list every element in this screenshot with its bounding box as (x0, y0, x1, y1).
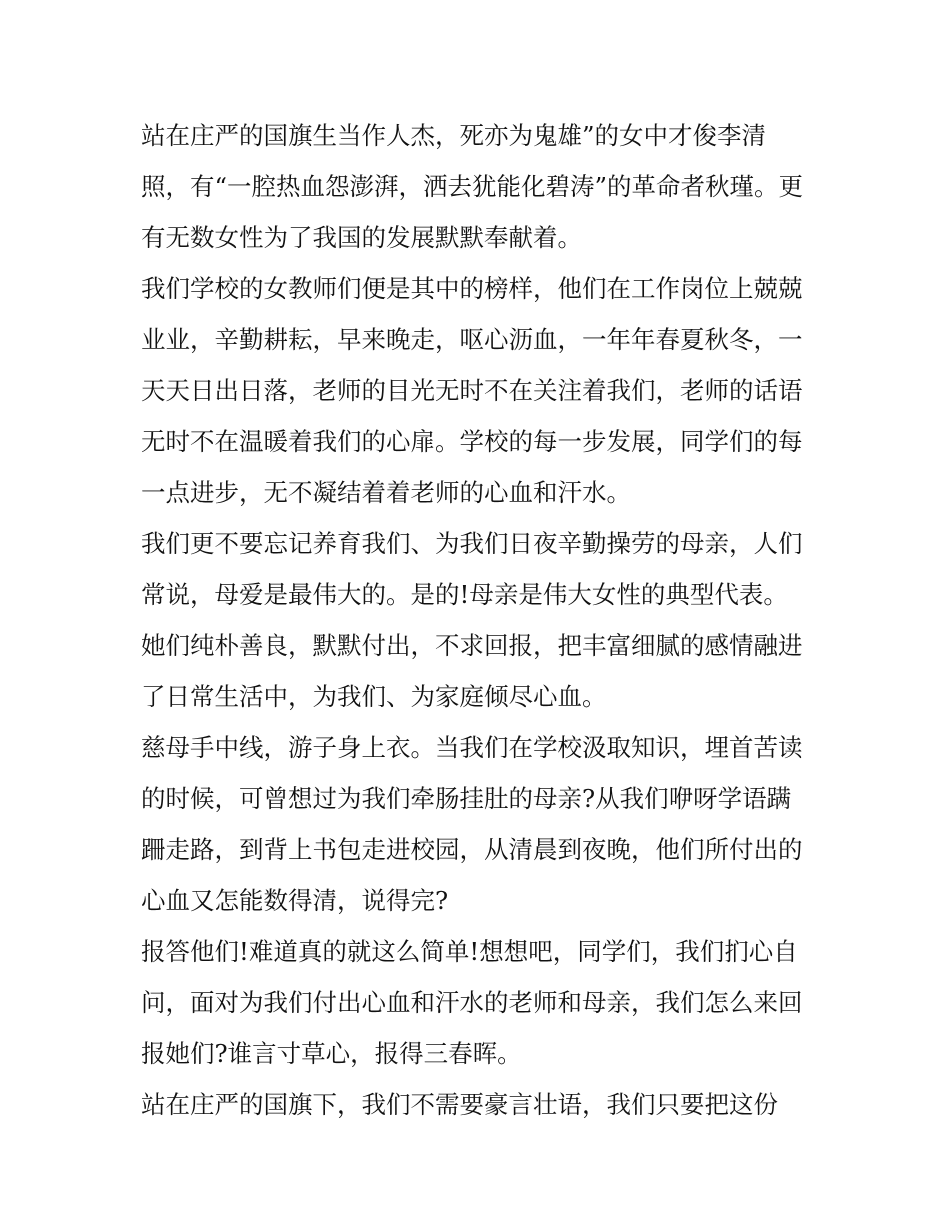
text-line: 我们学校的女教师们便是其中的榜样，他们在工作岗位上兢兢 (141, 274, 803, 303)
text-line: 报答他们!难道真的就这么简单!想想吧，同学们，我们扪心自 (141, 937, 798, 966)
text-line: 她们纯朴善良，默默付出，不求回报，把丰富细腻的感情融进 (141, 631, 803, 660)
text-line: 天天日出日落，老师的目光无时不在关注着我们，老师的话语 (141, 376, 803, 405)
text-line: 我们更不要忘记养育我们、为我们日夜辛勤操劳的母亲，人们 (141, 529, 803, 558)
text-line: 一点进步，无不凝结着着老师的心血和汗水。 (141, 478, 631, 507)
text-line: 的时候，可曾想过为我们牵肠挂肚的母亲?从我们咿呀学语蹒 (141, 784, 792, 813)
text-line: 无时不在温暖着我们的心扉。学校的每一步发展，同学们的每 (141, 427, 803, 456)
text-line: 站在庄严的国旗下，我们不需要豪言壮语，我们只要把这份 (141, 1090, 778, 1119)
text-line: 常说，母爱是最伟大的。是的!母亲是伟大女性的典型代表。 (141, 580, 788, 609)
body-text (141, 110, 821, 1130)
text-line: 跚走路，到背上书包走进校园，从清晨到夜晚，他们所付出的 (141, 835, 803, 864)
text-line: 心血又怎能数得清，说得完? (141, 886, 449, 915)
text-line: 报她们?谁言寸草心，报得三春晖。 (141, 1039, 522, 1068)
text-line: 站在庄严的国旗生当作人杰，死亦为鬼雄”的女中才俊李清 (141, 121, 767, 150)
text-line: 问，面对为我们付出心血和汗水的老师和母亲，我们怎么来回 (141, 988, 803, 1017)
text-line: 业业，辛勤耕耘，早来晚走，呕心沥血，一年年春夏秋冬，一 (141, 325, 803, 354)
text-line: 了日常生活中，为我们、为家庭倾尽心血。 (141, 682, 607, 711)
text-line: 照，有“一腔热血怨澎湃，洒去犹能化碧涛”的革命者秋瑾。更 (141, 172, 804, 201)
text-line: 有无数女性为了我国的发展默默奉献着。 (141, 223, 582, 252)
text-line: 慈母手中线，游子身上衣。当我们在学校汲取知识，埋首苦读 (141, 733, 803, 762)
